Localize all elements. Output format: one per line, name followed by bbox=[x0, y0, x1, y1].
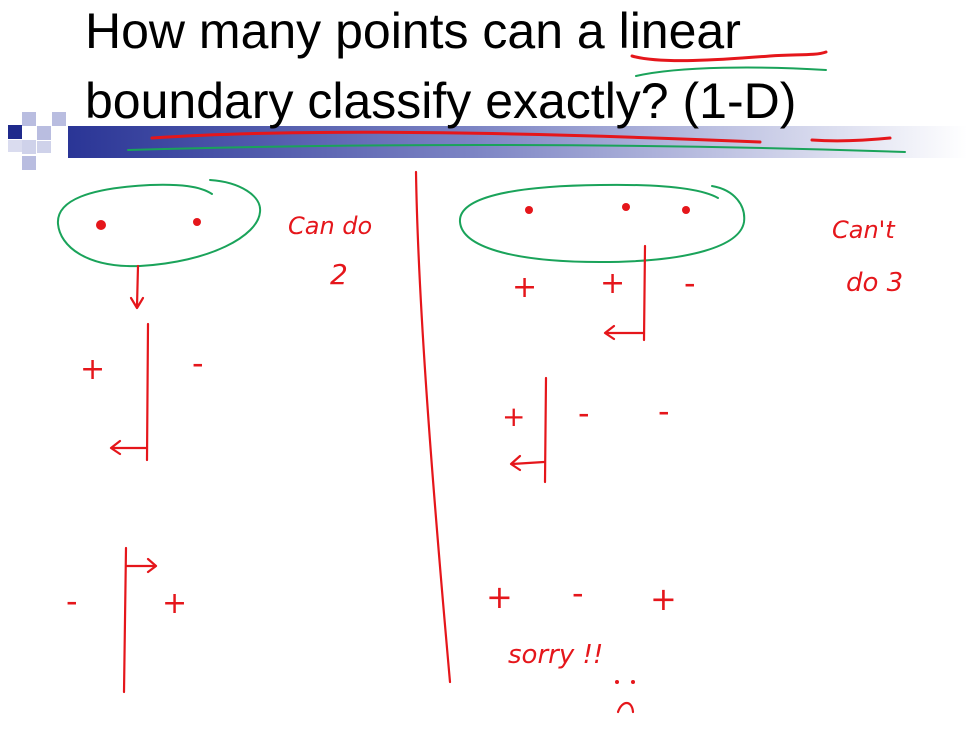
sign-plus-right1b: + bbox=[600, 266, 626, 301]
circle-three-points bbox=[460, 185, 744, 262]
slide-logo-icon bbox=[8, 112, 66, 170]
point-right-3 bbox=[682, 206, 690, 214]
direction-arrow-right-2 bbox=[511, 456, 544, 470]
arrow-down bbox=[131, 266, 143, 308]
note-can-do-number: 2 bbox=[330, 258, 348, 291]
point-left-1 bbox=[96, 220, 106, 230]
slide-title-line-2: boundary classify exactly? (1-D) bbox=[85, 73, 797, 129]
note-do-3-label: do 3 bbox=[846, 268, 904, 298]
boundary-right-2 bbox=[545, 378, 546, 482]
direction-arrow-right-1 bbox=[605, 326, 643, 339]
center-divider bbox=[416, 172, 450, 682]
boundary-right-1 bbox=[644, 246, 645, 340]
direction-arrow-left-1 bbox=[111, 441, 146, 454]
sign-plus-right2: + bbox=[502, 400, 526, 433]
note-cant-label: Can't bbox=[832, 216, 895, 244]
sign-minus-left1: - bbox=[192, 344, 204, 382]
sign-plus-left2: + bbox=[162, 586, 188, 621]
note-sorry: sorry !! bbox=[508, 640, 604, 670]
circle-two-points bbox=[58, 180, 260, 266]
sign-plus-right3b: + bbox=[650, 580, 677, 618]
frown-icon bbox=[618, 703, 633, 712]
sign-minus-right3: - bbox=[572, 574, 584, 612]
point-right-2 bbox=[622, 203, 630, 211]
boundary-left-1 bbox=[147, 324, 148, 460]
direction-arrow-left-2 bbox=[127, 559, 156, 572]
sign-minus-right1: - bbox=[684, 264, 696, 302]
sign-minus-right2a: - bbox=[578, 394, 590, 432]
point-right-1 bbox=[525, 206, 533, 214]
sign-plus-right1a: + bbox=[512, 270, 538, 305]
sign-minus-right2b: - bbox=[658, 392, 670, 430]
sign-plus-left1: + bbox=[80, 352, 106, 387]
slide-title-line-1: How many points can a linear bbox=[85, 3, 741, 59]
sign-minus-left2: - bbox=[66, 582, 78, 620]
note-can-do-label: Can do bbox=[288, 212, 373, 240]
boundary-left-2 bbox=[124, 548, 126, 692]
point-left-2 bbox=[193, 218, 201, 226]
sign-plus-right3a: + bbox=[486, 578, 513, 616]
